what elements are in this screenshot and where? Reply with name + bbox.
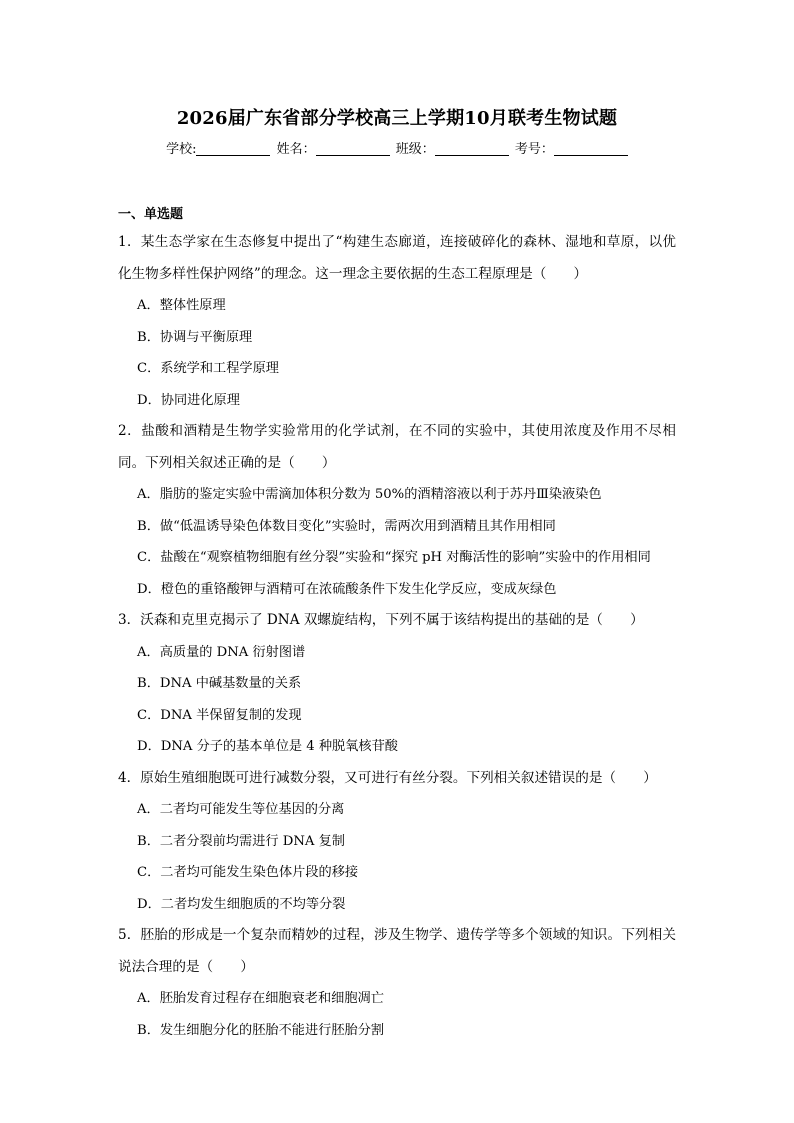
- option-a: A．脂肪的鉴定实验中需滴加体积分数为 50%的酒精溶液以利于苏丹Ⅲ染液染色: [137, 487, 602, 502]
- option-c: C．盐酸在“观察植物细胞有丝分裂”实验和“探究 pH 对酶活性的影响”实验中的作用相同: [137, 550, 651, 565]
- question-5: [118, 920, 676, 1046]
- option-a: A．胚胎发育过程存在细胞衰老和细胞凋亡: [137, 991, 384, 1006]
- student-info-row: [0, 138, 794, 157]
- question-4: [118, 763, 676, 921]
- option-a: A．二者均可能发生等位基因的分离: [137, 802, 345, 817]
- section-title: 一、单选题: [118, 207, 184, 222]
- option-a: A．高质量的 DNA 衍射图谱: [137, 644, 306, 660]
- question-2: [118, 416, 676, 605]
- question-list: [118, 227, 676, 1046]
- exam-no-label: 考号：: [514, 142, 554, 157]
- option-d: D．二者均发生细胞质的不均等分裂: [137, 896, 346, 912]
- name-label: 姓名：: [276, 142, 316, 157]
- question-3: [118, 605, 676, 763]
- class-label: 班级：: [395, 142, 435, 157]
- question-stem: 1．某生态学家在生态修复中提出了“构建生态廊道，连接破碎化的森林、湿地和草原，以优化生物多样性保护网络”的理念。这一理念主要依据的生态工程原理是（ ）: [118, 234, 676, 282]
- option-d: D．橙色的重铬酸钾与酒精可在浓硫酸条件下发生化学反应，变成灰绿色: [137, 581, 557, 597]
- exam-no-blank[interactable]: [554, 141, 628, 156]
- question-stem: 5．胚胎的形成是一个复杂而精妙的过程，涉及生物学、遗传学等多个领域的知识。下列相关说法合理的是（ ）: [118, 927, 676, 975]
- school-field: [166, 138, 270, 157]
- class-field: [396, 138, 509, 157]
- question-stem: 2．盐酸和酒精是生物学实验常用的化学试剂，在不同的实验中，其使用浓度及作用不尽相同。下列相关叙述正确的是（ ）: [118, 423, 676, 471]
- option-b: B．协调与平衡原理: [137, 329, 253, 345]
- question-stem: 3．沃森和克里克揭示了 DNA 双螺旋结构，下列不属于该结构提出的基础的是（ ）: [118, 612, 644, 628]
- option-a: A．整体性原理: [137, 298, 226, 313]
- option-b: B．做“低温诱导染色体数目变化”实验时，需两次用到酒精且其作用相同: [137, 518, 556, 534]
- exam-no-field: [515, 138, 628, 157]
- option-c: C．二者均可能发生染色体片段的移接: [137, 865, 359, 880]
- question-stem: 4．原始生殖细胞既可进行减数分裂，又可进行有丝分裂。下列相关叙述错误的是（ ）: [118, 769, 657, 786]
- exam-title: 2026届广东省部分学校高三上学期10月联考生物试题: [176, 108, 618, 129]
- option-b: B．发生细胞分化的胚胎不能进行胚胎分割: [137, 1022, 385, 1038]
- school-blank[interactable]: [196, 141, 270, 156]
- class-blank[interactable]: [435, 141, 509, 156]
- option-d: D．协同进化原理: [137, 392, 240, 408]
- school-label: 学校:: [166, 142, 197, 157]
- option-b: B．二者分裂前均需进行 DNA 复制: [137, 833, 345, 849]
- name-field: [277, 138, 390, 157]
- option-c: C．DNA 半保留复制的发现: [137, 707, 302, 723]
- option-b: B．DNA 中碱基数量的关系: [137, 676, 302, 691]
- question-1: [118, 227, 676, 416]
- option-d: D．DNA 分子的基本单位是 4 种脱氧核苷酸: [137, 739, 398, 754]
- name-blank[interactable]: [316, 141, 390, 156]
- option-c: C．系统学和工程学原理: [137, 361, 279, 376]
